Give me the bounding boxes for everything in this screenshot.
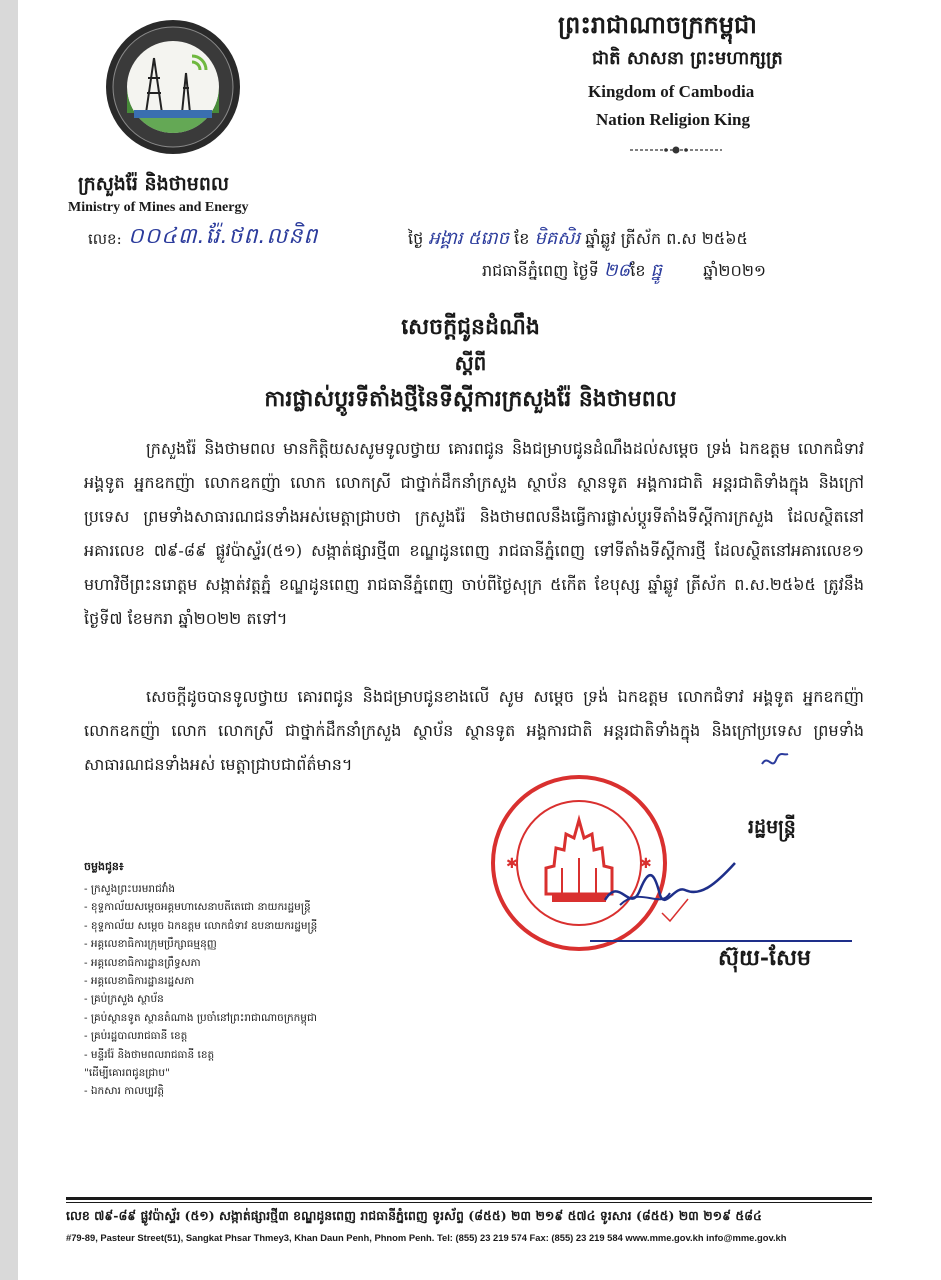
solar-date-line — [482, 258, 766, 285]
ministry-name-en: Ministry of Mines and Energy — [68, 200, 249, 215]
kingdom-name-en: Kingdom of Cambodia — [588, 82, 755, 101]
initial-mark-icon — [760, 752, 790, 772]
list-item: - មន្ទីររ៉ែ និងថាមពលរាជធានី ខេត្ត — [84, 1048, 215, 1061]
footer-address-en: #79-89, Pasteur Street(51), Sangkat Phsar Thmey3, Khan Daun Penh, Phnom Penh. Tel: (855) 23 219 574 Fax: (855) 23 219 584 www.mme.gov.kh info@mme.gov.kh — [66, 1232, 787, 1243]
national-motto-en: Nation Religion King — [596, 110, 750, 129]
national-motto-km: ជាតិ សាសនា ព្រះមហាក្សត្រ — [592, 48, 783, 69]
divider-ornament-icon — [630, 144, 722, 156]
list-item: - ខុទ្ទកាល័យ សម្តេច ឯកឧត្តម លោកជំទាវ ឧបនាយករដ្ឋមន្ត្រី — [84, 919, 318, 932]
lunar-month-label: ខែ — [514, 229, 530, 248]
minister-title: រដ្ឋមន្ត្រី — [748, 816, 796, 838]
page-shadow-edge — [0, 0, 18, 1280]
lunar-date-prefix: ថ្ងៃ — [408, 229, 424, 248]
signature-underline — [590, 940, 852, 942]
city-date-prefix: រាជធានីភ្នំពេញ ថ្ងៃទី — [482, 261, 599, 280]
svg-text:✱: ✱ — [506, 856, 518, 872]
solar-day: ២៨ — [603, 260, 631, 281]
list-item: - ក្រសួងព្រះបរមរាជវាំង — [84, 883, 176, 895]
document-subject-label: ស្តីពី — [454, 351, 487, 375]
list-item: - គ្រប់ស្ថានទូត ស្ថានតំណាង ប្រចាំនៅព្រះរាជាណាចក្រកម្ពុជា — [84, 1011, 317, 1024]
handwritten-signature-icon — [600, 855, 740, 925]
list-item: - គ្រប់ក្រសួង ស្ថាប័ន — [84, 993, 164, 1006]
lunar-phase: ៥រោច — [467, 228, 510, 249]
document-title: សេចក្តីជូនដំណឹង — [401, 314, 540, 340]
list-item: - ខុទ្ទកាល័យសម្តេចអគ្គមហាសេនាបតីតេជោ នាយករដ្ឋមន្ត្រី — [84, 901, 311, 914]
footer-divider-thick — [66, 1197, 872, 1200]
list-item: - គ្រប់រដ្ឋបាលរាជធានី ខេត្ត — [84, 1030, 188, 1043]
ministry-logo-icon — [104, 18, 242, 156]
footer-divider-thin — [66, 1202, 872, 1203]
list-item: - អគ្គលេខាធិការដ្ឋានព្រឹទ្ធសភា — [84, 956, 201, 969]
reference-number: ០០៤៣.រ៉ែ.ថព.លនិព — [128, 224, 319, 249]
solar-month: ធ្នូ — [650, 260, 663, 281]
recipients-list — [84, 880, 317, 1101]
lunar-day: អង្គារ — [428, 228, 463, 249]
solar-year: ឆ្នាំ២០២១ — [703, 261, 767, 280]
lunar-year: ឆ្នាំឆ្លូវ ត្រីស័ក ព.ស ២៥៦៥ — [585, 229, 748, 248]
list-item: - អគ្គលេខាធិការក្រុមប្រឹក្សាធម្មនុញ្ញ — [84, 938, 217, 951]
lunar-month: មិគសិរ — [534, 228, 581, 249]
recipients-header: ចម្លងជូន៖ — [84, 860, 124, 873]
list-item: - ឯកសារ កាលប្បវត្តិ — [84, 1085, 165, 1098]
body-paragraph-2: សេចក្តីដូចបានទូលថ្វាយ គោរពជូន និងជម្រាបជូនខាងលើ សូម សម្តេច ទ្រង់ ឯកឧត្តម លោកជំទាវ អង្គទូត អ្នកឧកញ៉ា លោកឧកញ៉ា លោក លោកស្រី ជាថ្នាក់ដឹកនាំក្រសួង ស្ថាប័ន ស្ថានទូត អង្គការជាតិ អន្តរជាតិទាំងក្នុង និងក្រៅប្រទេស ព្រមទាំងសាធារណជនទាំងអស់ មេត្តាជ្រាបជាព័ត៌មាន។ — [84, 687, 864, 774]
ministry-name-km: ក្រសួងរ៉ែ និងថាមពល — [78, 173, 229, 195]
kingdom-name-km: ព្រះរាជាណាចក្រកម្ពុជា — [558, 10, 757, 39]
lunar-date-line — [408, 226, 748, 253]
list-item: - អគ្គលេខាធិការដ្ឋានរដ្ឋសភា — [84, 975, 195, 988]
body-paragraph-1: ក្រសួងរ៉ែ និងថាមពល មានកិត្តិយសសូមទូលថ្វាយ គោរពជូន និងជម្រាបជូនដំណឹងដល់សម្តេច ទ្រង់ ឯកឧត្តម លោកជំទាវ អង្គទូត អ្នកឧកញ៉ា លោកឧកញ៉ា លោក លោកស្រី ជាថ្នាក់ដឹកនាំក្រសួង ស្ថាប័ន ស្ថានទូត អង្គការជាតិ អន្តរជាតិទាំងក្នុង និងក្រៅប្រទេស ព្រមទាំងសាធារណជនទាំងអស់មេត្តាជ្រាបថា ក្រសួងរ៉ែ និងថាមពលនឹងធ្វើការផ្លាស់ប្តូរទីតាំងទីស្តីការក្រសួង ដែលស្ថិតនៅអគារលេខ ៧៩-៨៩ ផ្លូវប៉ាស្ទ័រ(៥១) សង្កាត់ផ្សារថ្មី៣ ខណ្ឌដូនពេញ រាជធានីភ្នំពេញ ទៅទីតាំងទីស្តីការថ្មី ដែលស្ថិតនៅអគារលេខ១ មហាវិថីព្រះនរោត្តម សង្កាត់វត្តភ្នំ ខណ្ឌដូនពេញ រាជធានីភ្នំពេញ ចាប់ពីថ្ងៃសុក្រ ៥កើត ខែបុស្ស ឆ្នាំឆ្លូវ ត្រីស័ក ព.ស.២៥៦៥ ត្រូវនឹងថ្ងៃទី៧ ខែមករា ឆ្នាំ២០២២ តទៅ។ — [84, 439, 864, 628]
reference-label: លេខ: — [88, 230, 122, 248]
list-item: "ដើម្បីគោរពជូនជ្រាប" — [84, 1067, 170, 1080]
footer-address-km: លេខ ៧៩-៨៩ ផ្លូវប៉ាស្ទ័រ (៥១) សង្កាត់ផ្សារថ្មី៣ ខណ្ឌដូនពេញ រាជធានីភ្នំពេញ ទូរស័ព្ទ (៨៥៥) ២៣ ២១៩ ៥៧៤ ទូរសារ (៨៥៥) ២៣ ២១៩ ៥៨៤ — [66, 1208, 762, 1223]
solar-month-label: ខែ — [630, 261, 646, 280]
svg-text:✱: ✱ — [640, 856, 652, 872]
minister-name: ស៊ុយ-សែម — [718, 945, 811, 971]
document-subject: ការផ្លាស់ប្តូរទីតាំងថ្មីនៃទីស្តីការក្រសួងរ៉ែ និងថាមពល — [264, 386, 677, 412]
